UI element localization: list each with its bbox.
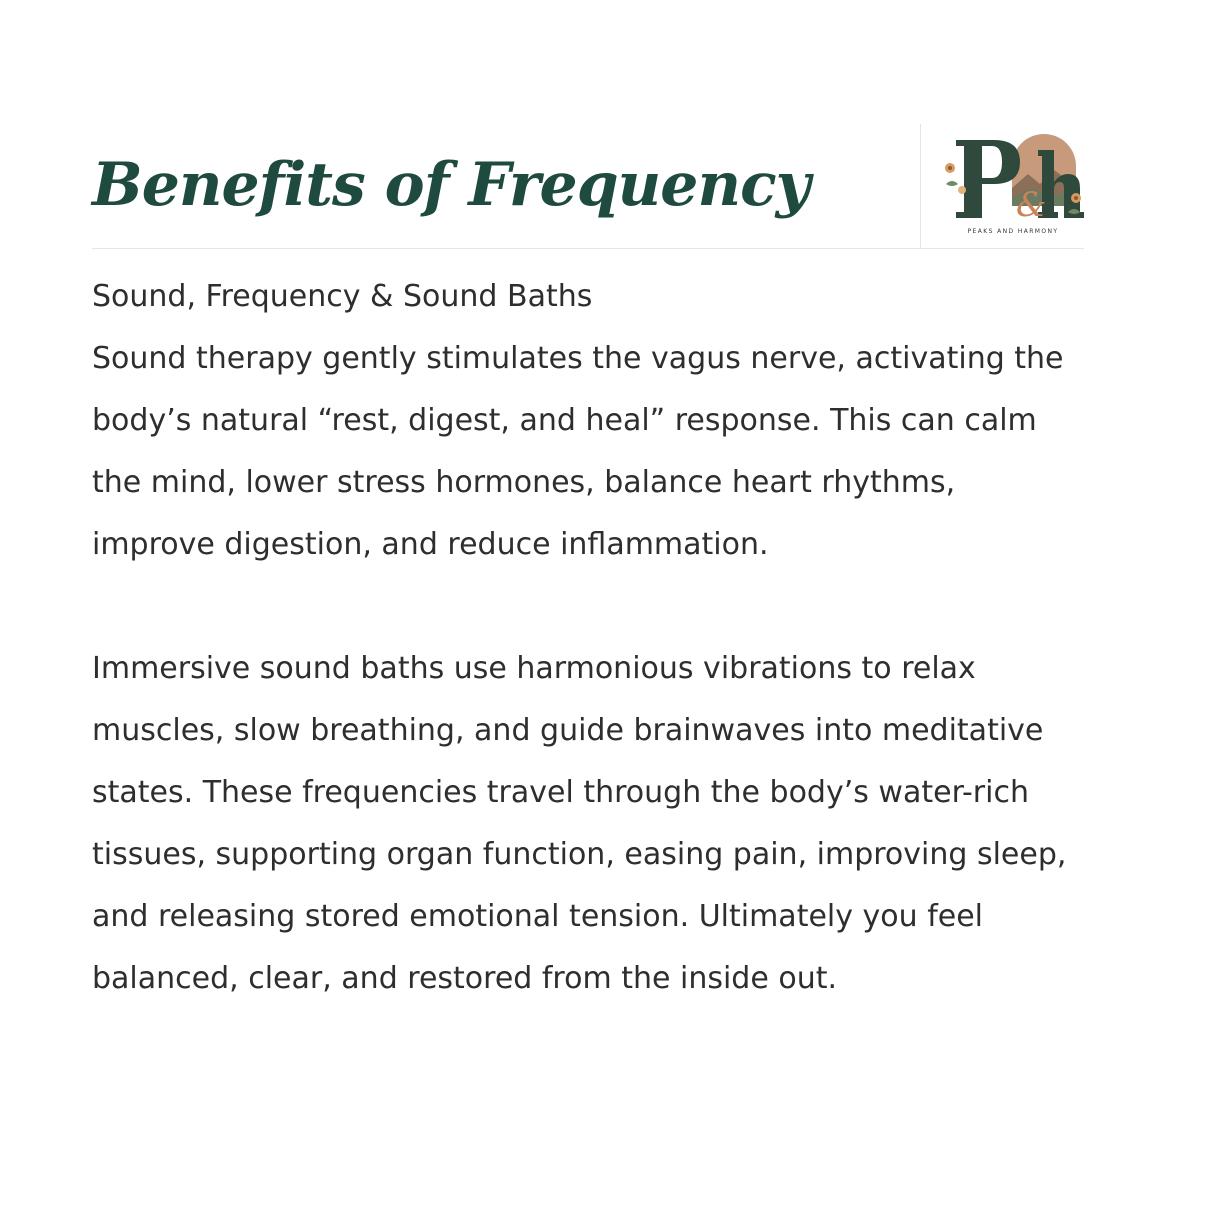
paragraph-vagus-nerve: Sound therapy gently stimulates the vagus nerve, activating the body’s natural “rest, digest, and heal” response. This can calm the mind, lower stress hormones, balance heart rhythms, improve digestion, and reduce inflammation. [92,341,1064,562]
header [92,124,1084,249]
logo-leaf [946,181,958,186]
logo-letter-p [956,140,1020,218]
paragraph-spacer [92,576,1084,638]
logo-divider [920,124,921,248]
logo-caption: PEAKS AND HARMONY [967,228,1059,235]
logo-ampersand: & [1016,185,1047,225]
logo-graphic [942,128,1084,228]
peaks-and-harmony-logo-icon [942,128,1084,242]
article-body [92,266,1084,1010]
page [92,0,1084,1230]
paragraph-sound-baths: Immersive sound baths use harmonious vibrations to relax muscles, slow breathing, and guide brainwaves into meditative states. These frequencies travel through the body’s water-rich tissues, supporting organ function, easing pain, improving sleep, and releasing stored emotional tension. Ultimately you feel balanced, clear, and restored from the inside out. [92,651,1067,996]
section-subtitle: Sound, Frequency & Sound Baths [92,279,593,314]
page-title: Benefits of Frequency [92,150,810,220]
logo-flower-left-2 [958,186,966,194]
